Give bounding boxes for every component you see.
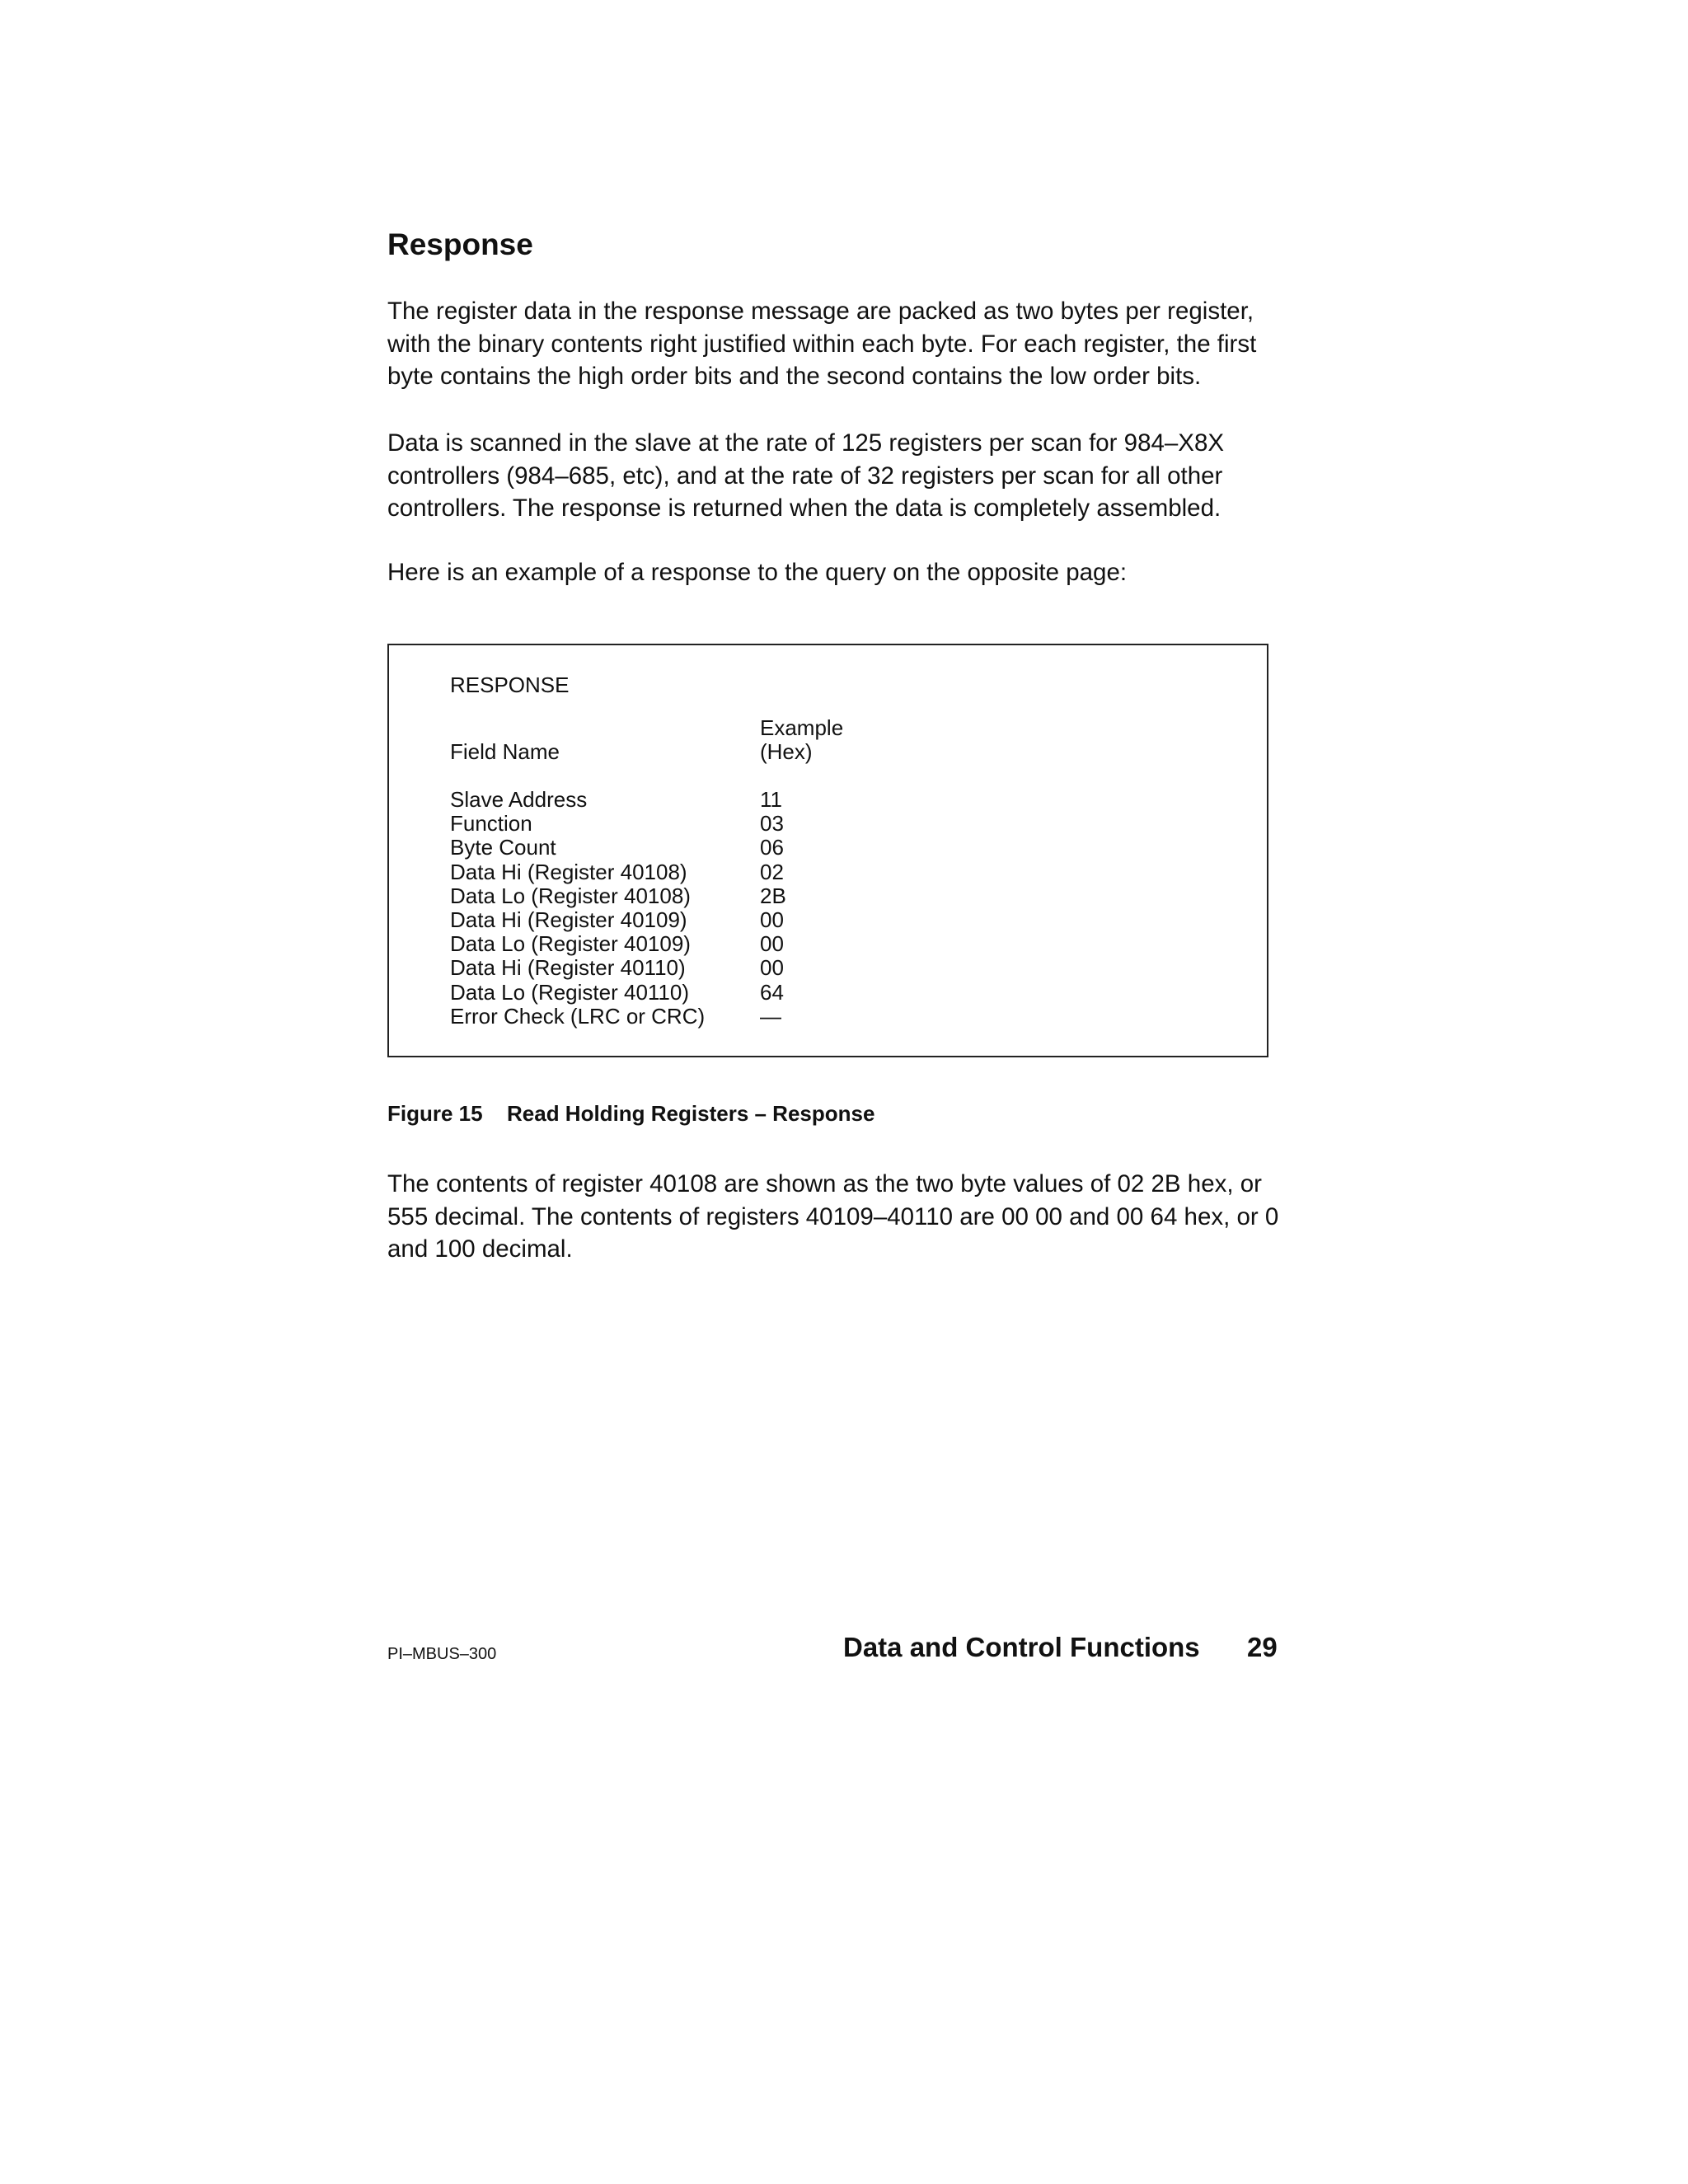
figure-caption-number: Figure 15 [387, 1101, 483, 1126]
field-value: 2B [760, 883, 786, 908]
field-name: Data Hi (Register 40108) [450, 859, 687, 884]
field-name: Slave Address [450, 787, 588, 812]
figure-caption-title: Read Holding Registers – Response [507, 1101, 875, 1126]
field-value: — [760, 1003, 781, 1029]
example-column-header [760, 716, 843, 764]
paragraph-register-packing: The register data in the response message are packed as two bytes per register, with the binary contents right justified within each byte. For each register, the first byte contains the high order bits and the second contains the low order bits. [387, 298, 1257, 390]
field-name: Function [450, 811, 532, 837]
field-value: 00 [760, 907, 784, 932]
field-value: 00 [760, 955, 784, 981]
field-name: Byte Count [450, 835, 556, 860]
paragraph-example-intro: Here is an example of a response to the query on the opposite page: [387, 559, 1128, 586]
field-name: Data Hi (Register 40109) [450, 907, 687, 932]
example-header-line1: Example [760, 715, 844, 740]
footer-doc-id: PI–MBUS–300 [387, 1645, 497, 1663]
paragraph-register-contents: The contents of register 40108 are shown as the two byte values of 02 2B hex, or 555 decimal. The contents of registers 40109–40110 are 00 00 and 00 64 hex, or 0 and 100 decimal. [387, 1170, 1279, 1263]
field-value: 02 [760, 859, 784, 884]
field-name: Data Hi (Register 40110) [450, 955, 686, 981]
field-name: Data Lo (Register 40110) [450, 979, 690, 1005]
field-value: 00 [760, 931, 784, 957]
response-figure-box [387, 644, 1268, 1057]
field-name: Data Lo (Register 40108) [450, 883, 691, 908]
field-value: 03 [760, 811, 784, 837]
page-number: 29 [1247, 1632, 1278, 1662]
field-value: 06 [760, 835, 784, 860]
field-name-column-header: Field Name [450, 739, 560, 764]
footer-section-title: Data and Control Functions [843, 1632, 1200, 1662]
field-value: 64 [760, 979, 784, 1005]
figure-caption [387, 1099, 874, 1127]
field-name: Error Check (LRC or CRC) [450, 1003, 706, 1029]
figure-box-title: RESPONSE [450, 673, 570, 697]
field-value: 11 [760, 787, 782, 812]
field-name: Data Lo (Register 40109) [450, 931, 691, 957]
example-header-line2: (Hex) [760, 739, 813, 764]
section-heading: Response [387, 227, 533, 261]
paragraph-scan-rate: Data is scanned in the slave at the rate of 125 registers per scan for 984–X8X controllers (984–685, etc), and at the rate of 32 registers per scan for all other controllers. The response is returned when the data is completely assembled. [387, 429, 1225, 522]
